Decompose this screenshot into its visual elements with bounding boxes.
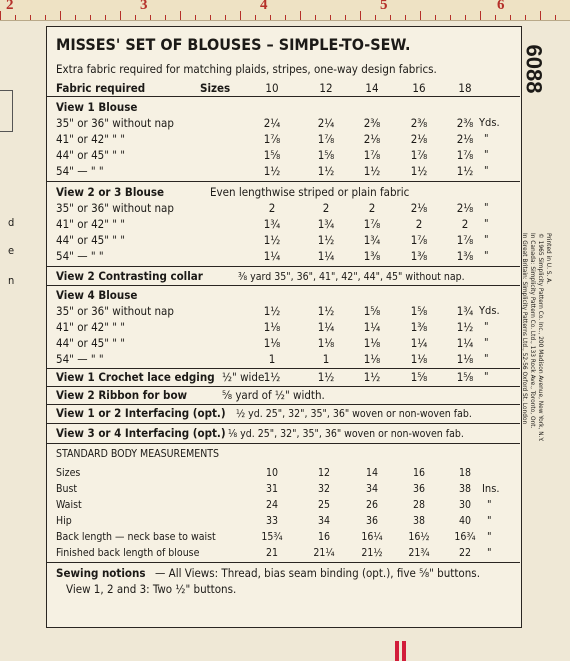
ruler-tick bbox=[180, 11, 181, 20]
yardage-cell: 1⅛ bbox=[456, 352, 474, 366]
row-label: 35" or 36" without nap bbox=[56, 116, 174, 130]
ruler-number: 2 bbox=[6, 0, 14, 13]
row-label: 54" — " " bbox=[56, 249, 104, 263]
unit-label: " bbox=[484, 132, 489, 145]
measurement-cell: 18 bbox=[458, 467, 472, 479]
ruler-tick bbox=[330, 15, 331, 20]
measurement-cell: 21½ bbox=[361, 547, 383, 559]
yardage-cell: 1⅞ bbox=[363, 148, 381, 162]
measurement-cell: 12 bbox=[317, 467, 331, 479]
measurement-cell: 38 bbox=[458, 483, 472, 495]
view23-note: Even lengthwise striped or plain fabric bbox=[210, 185, 410, 199]
yardage-cell: 1½ bbox=[317, 164, 335, 178]
collar-title: View 2 Contrasting collar bbox=[56, 269, 203, 283]
yardage-cell: 2⅛ bbox=[456, 201, 474, 215]
yardage-cell: 1 bbox=[268, 352, 276, 366]
ruler-tick bbox=[360, 11, 361, 20]
row-label: Waist bbox=[56, 499, 82, 511]
yardage-cell: 1⅞ bbox=[410, 148, 428, 162]
yardage-cell: 1⅛ bbox=[263, 336, 281, 350]
yardage-cell: 1¾ bbox=[317, 217, 335, 231]
ruler-tick bbox=[105, 15, 106, 20]
yardage-cell: 2 bbox=[268, 201, 276, 215]
yardage-cell: 2⅜ bbox=[363, 116, 381, 130]
red-marker bbox=[402, 641, 406, 661]
yardage-cell: 1⅜ bbox=[363, 249, 381, 263]
ruler-number: 5 bbox=[380, 0, 388, 13]
ruler-tick bbox=[60, 11, 61, 20]
yardage-cell: 2 bbox=[415, 217, 423, 231]
yardage-cell: 1¼ bbox=[317, 249, 335, 263]
ruler-number: 3 bbox=[140, 0, 148, 13]
yardage-cell: 2⅛ bbox=[363, 132, 381, 146]
ruler-tick bbox=[345, 15, 346, 20]
row-label: 44" or 45" " " bbox=[56, 336, 126, 350]
view23-title: View 2 or 3 Blouse bbox=[56, 185, 165, 199]
yardage-cell: 1½ bbox=[456, 164, 474, 178]
divider bbox=[46, 386, 520, 387]
yardage-cell: 1½ bbox=[317, 370, 335, 384]
yardage-cell: 1⅝ bbox=[363, 304, 381, 318]
unit-label: " bbox=[484, 233, 489, 246]
sewing-notions-line1: — All Views: Thread, bias seam binding (opt.), five ⅝" buttons. bbox=[155, 566, 480, 580]
size-column-header: 12 bbox=[319, 81, 333, 95]
yardage-cell: 1⅛ bbox=[363, 336, 381, 350]
yardage-cell: 2 bbox=[368, 201, 376, 215]
divider bbox=[46, 368, 520, 369]
view4-title: View 4 Blouse bbox=[56, 288, 138, 302]
measurement-cell: 21¾ bbox=[408, 547, 430, 559]
ruler-tick bbox=[225, 15, 226, 20]
measurement-cell: 38 bbox=[412, 515, 426, 527]
yardage-cell: 1¼ bbox=[317, 320, 335, 334]
sewing-notions-line2: View 1, 2 and 3: Two ½" buttons. bbox=[66, 582, 237, 596]
row-label: Hip bbox=[56, 515, 72, 527]
divider bbox=[46, 404, 520, 405]
divider bbox=[46, 443, 520, 444]
ruler-tick bbox=[150, 15, 151, 20]
red-marker bbox=[395, 641, 399, 661]
yardage-cell: 1⅜ bbox=[410, 320, 428, 334]
ruler-tick bbox=[240, 11, 241, 20]
yardage-cell: 1¼ bbox=[363, 320, 381, 334]
yardage-cell: 2⅛ bbox=[456, 132, 474, 146]
crochet-title: View 1 Crochet lace edging bbox=[56, 370, 215, 384]
pattern-number: 6088 bbox=[521, 44, 547, 94]
interfacing-1-2-text: ½ yd. 25", 32", 35", 36" woven or non-woven fab. bbox=[236, 408, 472, 420]
unit-label: Yds. bbox=[479, 304, 500, 317]
unit-label: " bbox=[487, 530, 492, 543]
yardage-cell: 1⅛ bbox=[263, 320, 281, 334]
yardage-cell: 1 bbox=[322, 352, 330, 366]
measurement-cell: 22 bbox=[458, 547, 472, 559]
measurement-cell: 28 bbox=[412, 499, 426, 511]
row-label: 41" or 42" " " bbox=[56, 217, 126, 231]
ribbon-title: View 2 Ribbon for bow bbox=[56, 388, 188, 402]
page-title: MISSES' SET OF BLOUSES – SIMPLE-TO-SEW. bbox=[56, 35, 411, 54]
size-column-header: 10 bbox=[265, 81, 279, 95]
yardage-cell: 1½ bbox=[263, 164, 281, 178]
yardage-cell: 1½ bbox=[317, 304, 335, 318]
unit-label: " bbox=[484, 201, 489, 214]
measurement-cell: 36 bbox=[365, 515, 379, 527]
edge-mark: d bbox=[8, 216, 15, 229]
size-column-header: 18 bbox=[458, 81, 472, 95]
row-label: 54" — " " bbox=[56, 164, 104, 178]
divider bbox=[46, 96, 520, 97]
row-label: Finished back length of blouse bbox=[56, 547, 200, 559]
yardage-cell: 1¼ bbox=[410, 336, 428, 350]
ribbon-text: ⅝ yard of ½" width. bbox=[222, 388, 325, 402]
yardage-cell: 1¼ bbox=[456, 336, 474, 350]
measurement-cell: 15¾ bbox=[261, 531, 283, 543]
unit-label: " bbox=[484, 370, 489, 383]
yardage-cell: 1⅝ bbox=[317, 148, 335, 162]
sizes-label: Sizes bbox=[200, 81, 231, 95]
copyright-notice bbox=[508, 233, 560, 609]
row-label: Bust bbox=[56, 483, 78, 495]
unit-label: " bbox=[484, 320, 489, 333]
ruler-number: 4 bbox=[260, 0, 268, 13]
ruler-tick bbox=[315, 15, 316, 20]
yardage-cell: 2⅛ bbox=[410, 201, 428, 215]
measurement-cell: 24 bbox=[265, 499, 279, 511]
yardage-cell: 1⅝ bbox=[456, 370, 474, 384]
yardage-cell: 1¾ bbox=[263, 217, 281, 231]
ruler-tick bbox=[0, 11, 1, 20]
interfacing-3-4-title: View 3 or 4 Interfacing (opt.) bbox=[56, 426, 226, 440]
ruler-tick bbox=[555, 15, 556, 20]
divider bbox=[46, 285, 520, 286]
ruler-tick bbox=[420, 11, 421, 20]
yardage-cell: 1½ bbox=[263, 370, 281, 384]
yardage-cell: 1½ bbox=[363, 164, 381, 178]
measuring-ruler bbox=[0, 0, 570, 21]
ruler-tick bbox=[465, 15, 466, 20]
yardage-cell: 1⅜ bbox=[456, 249, 474, 263]
crochet-width: ½" wide bbox=[222, 370, 265, 384]
yardage-cell: 1⅝ bbox=[263, 148, 281, 162]
measurement-cell: 16½ bbox=[408, 531, 430, 543]
ruler-tick bbox=[15, 15, 16, 20]
yardage-cell: 2⅜ bbox=[410, 116, 428, 130]
yardage-cell: 2¼ bbox=[317, 116, 335, 130]
ruler-tick bbox=[210, 15, 211, 20]
yardage-cell: 1½ bbox=[410, 164, 428, 178]
yardage-cell: 1¾ bbox=[456, 304, 474, 318]
yardage-cell: 1⅞ bbox=[363, 217, 381, 231]
divider bbox=[46, 181, 520, 182]
yardage-cell: 2⅜ bbox=[456, 116, 474, 130]
measurement-cell: 31 bbox=[265, 483, 279, 495]
edge-mark: e bbox=[8, 244, 15, 257]
measurement-cell: 16 bbox=[412, 467, 426, 479]
size-column-header: 16 bbox=[412, 81, 426, 95]
ruler-tick bbox=[390, 15, 391, 20]
ruler-tick bbox=[405, 15, 406, 20]
measurement-cell: 26 bbox=[365, 499, 379, 511]
view1-title: View 1 Blouse bbox=[56, 100, 138, 114]
unit-label: " bbox=[484, 352, 489, 365]
ruler-tick bbox=[450, 15, 451, 20]
yardage-cell: 2 bbox=[322, 201, 330, 215]
unit-label: " bbox=[487, 514, 492, 527]
ruler-tick bbox=[270, 15, 271, 20]
ruler-tick bbox=[135, 15, 136, 20]
measurement-cell: 21 bbox=[265, 547, 279, 559]
interfacing-3-4-text: ⅛ yd. 25", 32", 35", 36" woven or non-woven fab. bbox=[228, 428, 464, 440]
ruler-tick bbox=[495, 15, 496, 20]
copyright-line: © 1965 Simplicity Pattern Co. Inc., 200 Madison Avenue, New York, N.Y. bbox=[537, 233, 545, 442]
ruler-tick bbox=[30, 15, 31, 20]
ruler-tick bbox=[45, 15, 46, 20]
ruler-tick bbox=[375, 15, 376, 20]
yardage-cell: 1⅞ bbox=[263, 132, 281, 146]
row-label: Back length — neck base to waist bbox=[56, 531, 216, 543]
unit-label: Yds. bbox=[479, 116, 500, 129]
ruler-tick bbox=[120, 11, 121, 20]
measurement-cell: 40 bbox=[458, 515, 472, 527]
collar-text: ⅜ yard 35", 36", 41", 42", 44", 45" without nap. bbox=[238, 271, 465, 283]
unit-label: " bbox=[484, 336, 489, 349]
yardage-cell: 1⅞ bbox=[456, 233, 474, 247]
ruler-tick bbox=[285, 15, 286, 20]
yardage-cell: 1½ bbox=[263, 233, 281, 247]
yardage-cell: 1¼ bbox=[263, 249, 281, 263]
sewing-notions-label: Sewing notions bbox=[56, 566, 146, 580]
yardage-cell: 1⅞ bbox=[317, 132, 335, 146]
measurement-cell: 16¾ bbox=[454, 531, 476, 543]
measurement-cell: 30 bbox=[458, 499, 472, 511]
row-label: 44" or 45" " " bbox=[56, 233, 126, 247]
row-label: 41" or 42" " " bbox=[56, 320, 126, 334]
yardage-cell: 1⅛ bbox=[363, 352, 381, 366]
unit-label: " bbox=[484, 249, 489, 262]
yardage-cell: 1½ bbox=[363, 370, 381, 384]
ruler-tick bbox=[255, 15, 256, 20]
row-label: 54" — " " bbox=[56, 352, 104, 366]
yardage-cell: 1⅞ bbox=[410, 233, 428, 247]
measurement-cell: 14 bbox=[365, 467, 379, 479]
interfacing-1-2-title: View 1 or 2 Interfacing (opt.) bbox=[56, 406, 226, 420]
ruler-tick bbox=[75, 15, 76, 20]
measurement-cell: 34 bbox=[317, 515, 331, 527]
ruler-tick bbox=[435, 15, 436, 20]
row-label: 35" or 36" without nap bbox=[56, 304, 174, 318]
ruler-tick bbox=[300, 11, 301, 20]
ruler-tick bbox=[540, 11, 541, 20]
edge-mark: n bbox=[8, 274, 15, 287]
yardage-cell: 1½ bbox=[456, 320, 474, 334]
yardage-cell: 2¼ bbox=[263, 116, 281, 130]
yardage-cell: 1⅛ bbox=[410, 352, 428, 366]
measurement-cell: 16 bbox=[317, 531, 331, 543]
yardage-cell: 1⅜ bbox=[410, 249, 428, 263]
divider bbox=[46, 423, 520, 424]
row-label: 41" or 42" " " bbox=[56, 132, 126, 146]
unit-label: " bbox=[487, 498, 492, 511]
subtitle: Extra fabric required for matching plaids, stripes, one-way design fabrics. bbox=[56, 62, 437, 76]
measurement-cell: 16¼ bbox=[361, 531, 383, 543]
measurement-cell: 33 bbox=[265, 515, 279, 527]
copyright-line: In Great Britain: Simplicity Patterns Ltd., 52-56 Oxford St. London bbox=[521, 233, 529, 425]
unit-label: " bbox=[484, 148, 489, 161]
ruler-tick bbox=[90, 15, 91, 20]
divider bbox=[46, 562, 520, 563]
copyright-line: In Canada: Simplicity Pattern Co. Ltd., 133 Rock Ave., Toronto, Ont. bbox=[529, 233, 537, 429]
measurement-cell: 21¼ bbox=[313, 547, 335, 559]
ruler-tick bbox=[195, 15, 196, 20]
size-column-header: 14 bbox=[365, 81, 379, 95]
measurement-cell: 10 bbox=[265, 467, 279, 479]
ruler-tick bbox=[525, 15, 526, 20]
measurement-cell: 32 bbox=[317, 483, 331, 495]
yardage-cell: 1¾ bbox=[363, 233, 381, 247]
measurement-cell: 36 bbox=[412, 483, 426, 495]
ruler-tick bbox=[165, 15, 166, 20]
unit-label: " bbox=[484, 217, 489, 230]
ruler-tick bbox=[480, 11, 481, 20]
yardage-cell: 1⅞ bbox=[456, 148, 474, 162]
yardage-cell: 1⅝ bbox=[410, 304, 428, 318]
ruler-tick bbox=[510, 15, 511, 20]
ruler-number: 6 bbox=[497, 0, 505, 13]
page-edge-drawing bbox=[0, 90, 13, 132]
row-label: 44" or 45" " " bbox=[56, 148, 126, 162]
measurement-cell: 34 bbox=[365, 483, 379, 495]
measurement-cell: 25 bbox=[317, 499, 331, 511]
yardage-cell: 2⅛ bbox=[410, 132, 428, 146]
yardage-cell: 2 bbox=[461, 217, 469, 231]
yardage-cell: 1½ bbox=[317, 233, 335, 247]
fabric-required-label: Fabric required bbox=[56, 81, 146, 95]
yardage-cell: 1⅛ bbox=[317, 336, 335, 350]
unit-label: " bbox=[484, 164, 489, 177]
divider bbox=[46, 266, 520, 267]
unit-label: Ins. bbox=[482, 482, 500, 495]
body-measurements-title: STANDARD BODY MEASUREMENTS bbox=[56, 448, 220, 460]
row-label: 35" or 36" without nap bbox=[56, 201, 174, 215]
yardage-cell: 1½ bbox=[263, 304, 281, 318]
unit-label: " bbox=[487, 546, 492, 559]
copyright-line: Printed in U. S. A. bbox=[545, 233, 553, 284]
row-label: Sizes bbox=[56, 467, 81, 479]
yardage-cell: 1⅝ bbox=[410, 370, 428, 384]
